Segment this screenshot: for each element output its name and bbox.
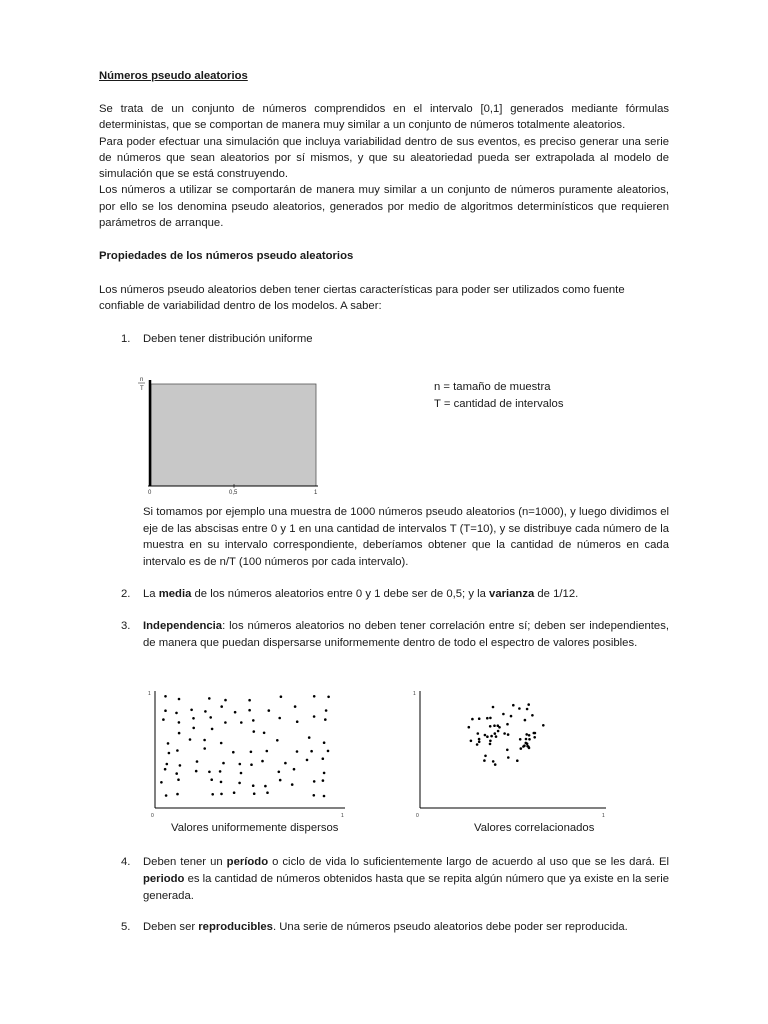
scatter-point bbox=[204, 710, 207, 713]
bold-term: varianza bbox=[489, 588, 535, 600]
scatter-point bbox=[533, 732, 536, 735]
y-axis-max-label: 1 bbox=[148, 691, 151, 697]
x-tick-label: 0 bbox=[148, 490, 152, 496]
scatter-point bbox=[492, 760, 495, 763]
scatter-point bbox=[166, 763, 169, 766]
list-number: 4. bbox=[121, 856, 131, 868]
scatter-point bbox=[531, 714, 534, 717]
scatter-point bbox=[525, 733, 528, 736]
scatter-point bbox=[518, 707, 521, 710]
y-axis-max-label: 1 bbox=[413, 691, 416, 697]
scatter-point bbox=[498, 726, 501, 729]
scatter-point bbox=[313, 794, 316, 797]
x-tick-label: 0,5 bbox=[229, 490, 238, 496]
scatter-point bbox=[252, 784, 255, 787]
scatter-point bbox=[489, 740, 492, 743]
scatter-point bbox=[268, 709, 271, 712]
scatter-point bbox=[484, 755, 487, 758]
scatter-point bbox=[164, 768, 167, 771]
scatter-point bbox=[190, 709, 193, 712]
scatter-point bbox=[232, 751, 235, 754]
scatter-point bbox=[519, 738, 522, 741]
scatter-point bbox=[234, 711, 237, 714]
scatter-point bbox=[489, 743, 492, 746]
scatter-point bbox=[489, 725, 492, 728]
scatter-point bbox=[308, 736, 311, 739]
scatter-point bbox=[322, 779, 325, 782]
scatter-point bbox=[526, 708, 529, 711]
scatter-caption: Valores uniformemente dispersos bbox=[171, 822, 339, 834]
scatter-point bbox=[253, 792, 256, 795]
scatter-point bbox=[189, 738, 192, 741]
scatter-point bbox=[478, 738, 481, 741]
scatter-point bbox=[327, 696, 330, 699]
scatter-point bbox=[203, 747, 206, 750]
scatter-point bbox=[527, 746, 530, 749]
scatter-point bbox=[248, 699, 251, 702]
scatter-point bbox=[293, 768, 296, 771]
scatter-point bbox=[512, 704, 515, 707]
scatter-point bbox=[222, 762, 225, 765]
scatter-point bbox=[520, 747, 523, 750]
scatter-point bbox=[468, 726, 471, 729]
bold-term: reproducibles bbox=[198, 921, 273, 933]
correlated-scatter-plot bbox=[410, 685, 610, 820]
scatter-point bbox=[494, 732, 497, 735]
scatter-point bbox=[492, 706, 495, 709]
uniform-scatter-plot bbox=[145, 685, 355, 820]
scatter-point bbox=[219, 770, 222, 773]
scatter-point bbox=[310, 750, 313, 753]
scatter-point bbox=[478, 717, 481, 720]
scatter-point bbox=[528, 734, 531, 737]
scatter-point bbox=[502, 713, 505, 716]
scatter-point bbox=[178, 721, 181, 724]
list-text: Deben tener distribución uniforme bbox=[143, 333, 313, 345]
legend-line: n = tamaño de muestra bbox=[434, 381, 551, 393]
scatter-point bbox=[164, 709, 167, 712]
scatter-point bbox=[528, 738, 531, 741]
bold-term: período bbox=[226, 856, 269, 868]
list-text: Deben tener un período o ciclo de vida lo suficientemente largo de acuerdo al uso que se les dará. El periodo es la cantidad de números obtenidos hasta que se repita algún número que ya existe en la serie generada. bbox=[143, 856, 669, 902]
scatter-point bbox=[313, 780, 316, 783]
scatter-point bbox=[195, 770, 198, 773]
scatter-point bbox=[178, 732, 181, 735]
scatter-point bbox=[192, 717, 195, 720]
scatter-point bbox=[220, 793, 223, 796]
scatter-point bbox=[507, 733, 510, 736]
intro-section bbox=[99, 101, 669, 231]
scatter-point bbox=[477, 732, 480, 735]
scatter-point bbox=[177, 778, 180, 781]
intro-paragraph: Para poder efectuar una simulación que incluya variabilidad dentro de sus eventos, es preciso generar una serie de números que sean aleatorios por sí mismos, y que su aleatoriedad pueda ser extrapolada al modelo de simulación que se está construyendo. bbox=[99, 135, 669, 181]
scatter-point bbox=[239, 763, 242, 766]
scatter-point bbox=[280, 695, 283, 698]
scatter-point bbox=[524, 719, 527, 722]
scatter-point bbox=[263, 732, 266, 735]
scatter-point bbox=[209, 716, 212, 719]
scatter-point bbox=[176, 749, 179, 752]
scatter-point bbox=[494, 763, 497, 766]
scatter-point bbox=[486, 717, 489, 720]
list-number: 2. bbox=[121, 588, 131, 600]
scatter-point bbox=[162, 718, 165, 721]
origin-label: 0 bbox=[151, 813, 154, 819]
scatter-point bbox=[240, 772, 243, 775]
scatter-point bbox=[322, 757, 325, 760]
uniform-distribution-chart bbox=[132, 370, 332, 498]
scatter-point bbox=[471, 718, 474, 721]
list-number: 3. bbox=[121, 620, 131, 632]
uniform-bar bbox=[151, 384, 316, 486]
scatter-point bbox=[495, 735, 498, 738]
scatter-point bbox=[526, 742, 529, 745]
scatter-point bbox=[276, 739, 279, 742]
scatter-point bbox=[224, 721, 227, 724]
scatter-point bbox=[470, 740, 473, 743]
scatter-point bbox=[510, 715, 513, 718]
example-paragraph: Si tomamos por ejemplo una muestra de 1000 números pseudo aleatorios (n=1000), y luego dividimos el eje de las abscisas entre 0 y 1 en una cantidad de intervalos T (T=10), y se distribuye cada número de la muestra en su intervalo correspondiente, deberíamos obtener que la cantidad de números en cada intervalo es de n/T (100 números por cada intervalo). bbox=[143, 506, 669, 568]
scatter-point bbox=[210, 778, 213, 781]
scatter-point bbox=[489, 717, 492, 720]
chart-legend bbox=[434, 379, 563, 413]
scatter-point bbox=[323, 741, 326, 744]
scatter-point bbox=[525, 738, 528, 741]
properties-heading: Propiedades de los números pseudo aleatorios bbox=[99, 250, 354, 262]
scatter-point bbox=[527, 703, 530, 706]
scatter-point bbox=[203, 739, 206, 742]
scatter-point bbox=[175, 712, 178, 715]
properties-intro: Los números pseudo aleatorios deben tener ciertas características para poder ser utilizados como fuente confiable de variabilidad dentro de los modelos. A saber: bbox=[99, 284, 625, 313]
list-text: Independencia: los números aleatorios no deben tener correlación entre sí; deben ser independientes, de manera que puedan dispersarse uniformemente dentro de todo el espectro de valores posibles. bbox=[143, 620, 669, 649]
scatter-point bbox=[506, 723, 509, 726]
scatter-point bbox=[253, 730, 256, 733]
scatter-point bbox=[476, 743, 479, 746]
scatter-point bbox=[224, 699, 227, 702]
scatter-point bbox=[278, 771, 281, 774]
scatter-point bbox=[250, 763, 253, 766]
scatter-point bbox=[264, 785, 267, 788]
x-axis-max-label: 1 bbox=[602, 813, 605, 819]
list-text: Deben ser reproducibles. Una serie de números pseudo aleatorios debe poder ser reproducida. bbox=[143, 921, 628, 933]
scatter-point bbox=[238, 782, 241, 785]
scatter-point bbox=[296, 720, 299, 723]
x-tick-label: 1 bbox=[314, 490, 318, 496]
intro-paragraph: Se trata de un conjunto de números comprendidos en el intervalo [0,1] generados mediante fórmulas deterministas, que se comportan de manera muy similar a un conjunto de números totalmente aleatorios. bbox=[99, 103, 669, 132]
scatter-point bbox=[324, 718, 327, 721]
bold-term: Independencia bbox=[143, 620, 223, 632]
scatter-point bbox=[306, 759, 309, 762]
scatter-point bbox=[484, 734, 487, 737]
scatter-point bbox=[503, 732, 506, 735]
scatter-point bbox=[168, 752, 171, 755]
scatter-point bbox=[240, 721, 243, 724]
scatter-point bbox=[323, 795, 326, 798]
scatter-point bbox=[175, 772, 178, 775]
y-label-denominator: T bbox=[140, 386, 144, 392]
scatter-point bbox=[211, 728, 214, 731]
scatter-point bbox=[278, 717, 281, 720]
intro-paragraph: Los números a utilizar se comportarán de manera muy similar a un conjunto de números puramente aleatorios, por ello se los denomina pseudo aleatorios, generados por medio de algoritmos determinísticos que requieren parámetros de arranque. bbox=[99, 184, 669, 230]
scatter-point bbox=[164, 695, 167, 698]
scatter-point bbox=[279, 779, 282, 782]
scatter-point bbox=[211, 793, 214, 796]
scatter-point bbox=[208, 771, 211, 774]
list-number: 5. bbox=[121, 921, 131, 933]
scatter-point bbox=[483, 759, 486, 762]
scatter-point bbox=[533, 736, 536, 739]
scatter-point bbox=[248, 709, 251, 712]
scatter-point bbox=[167, 742, 170, 745]
scatter-point bbox=[220, 705, 223, 708]
scatter-point bbox=[165, 794, 168, 797]
scatter-point bbox=[497, 730, 500, 733]
scatter-point bbox=[327, 750, 330, 753]
scatter-point bbox=[542, 724, 545, 727]
scatter-point bbox=[196, 760, 199, 763]
list-number: 1. bbox=[121, 333, 131, 345]
scatter-point bbox=[233, 791, 236, 794]
document-title: Números pseudo aleatorios bbox=[99, 70, 248, 82]
scatter-point bbox=[296, 750, 299, 753]
scatter-point bbox=[192, 727, 195, 730]
scatter-point bbox=[291, 783, 294, 786]
scatter-point bbox=[284, 762, 287, 765]
scatter-point bbox=[523, 744, 526, 747]
scatter-point bbox=[325, 709, 328, 712]
x-axis-max-label: 1 bbox=[341, 813, 344, 819]
bold-term: media bbox=[158, 588, 192, 600]
scatter-point bbox=[516, 759, 519, 762]
scatter-point bbox=[294, 705, 297, 708]
legend-line: T = cantidad de intervalos bbox=[434, 398, 564, 410]
scatter-caption: Valores correlacionados bbox=[474, 822, 595, 834]
list-text: La media de los números aleatorios entre 0 y 1 debe ser de 0,5; y la varianza de 1/12. bbox=[143, 588, 579, 600]
scatter-point bbox=[313, 715, 316, 718]
y-label-numerator: n bbox=[140, 377, 144, 383]
scatter-point bbox=[313, 695, 316, 698]
scatter-point bbox=[266, 750, 269, 753]
scatter-point bbox=[252, 719, 255, 722]
scatter-point bbox=[160, 781, 163, 784]
scatter-point bbox=[208, 697, 211, 700]
scatter-point bbox=[176, 793, 179, 796]
scatter-point bbox=[506, 749, 509, 752]
scatter-point bbox=[486, 735, 489, 738]
scatter-points bbox=[160, 695, 330, 797]
scatter-point bbox=[250, 751, 253, 754]
scatter-point bbox=[220, 742, 223, 745]
scatter-point bbox=[266, 791, 269, 794]
scatter-point bbox=[179, 764, 182, 767]
bold-term: periodo bbox=[143, 873, 185, 885]
origin-label: 0 bbox=[416, 813, 419, 819]
scatter-point bbox=[493, 724, 496, 727]
scatter-point bbox=[323, 772, 326, 775]
scatter-points bbox=[468, 703, 545, 766]
scatter-point bbox=[261, 760, 264, 763]
scatter-point bbox=[490, 735, 493, 738]
scatter-point bbox=[507, 756, 510, 759]
scatter-point bbox=[220, 781, 223, 784]
scatter-point bbox=[178, 698, 181, 701]
scatter-point bbox=[478, 741, 481, 744]
